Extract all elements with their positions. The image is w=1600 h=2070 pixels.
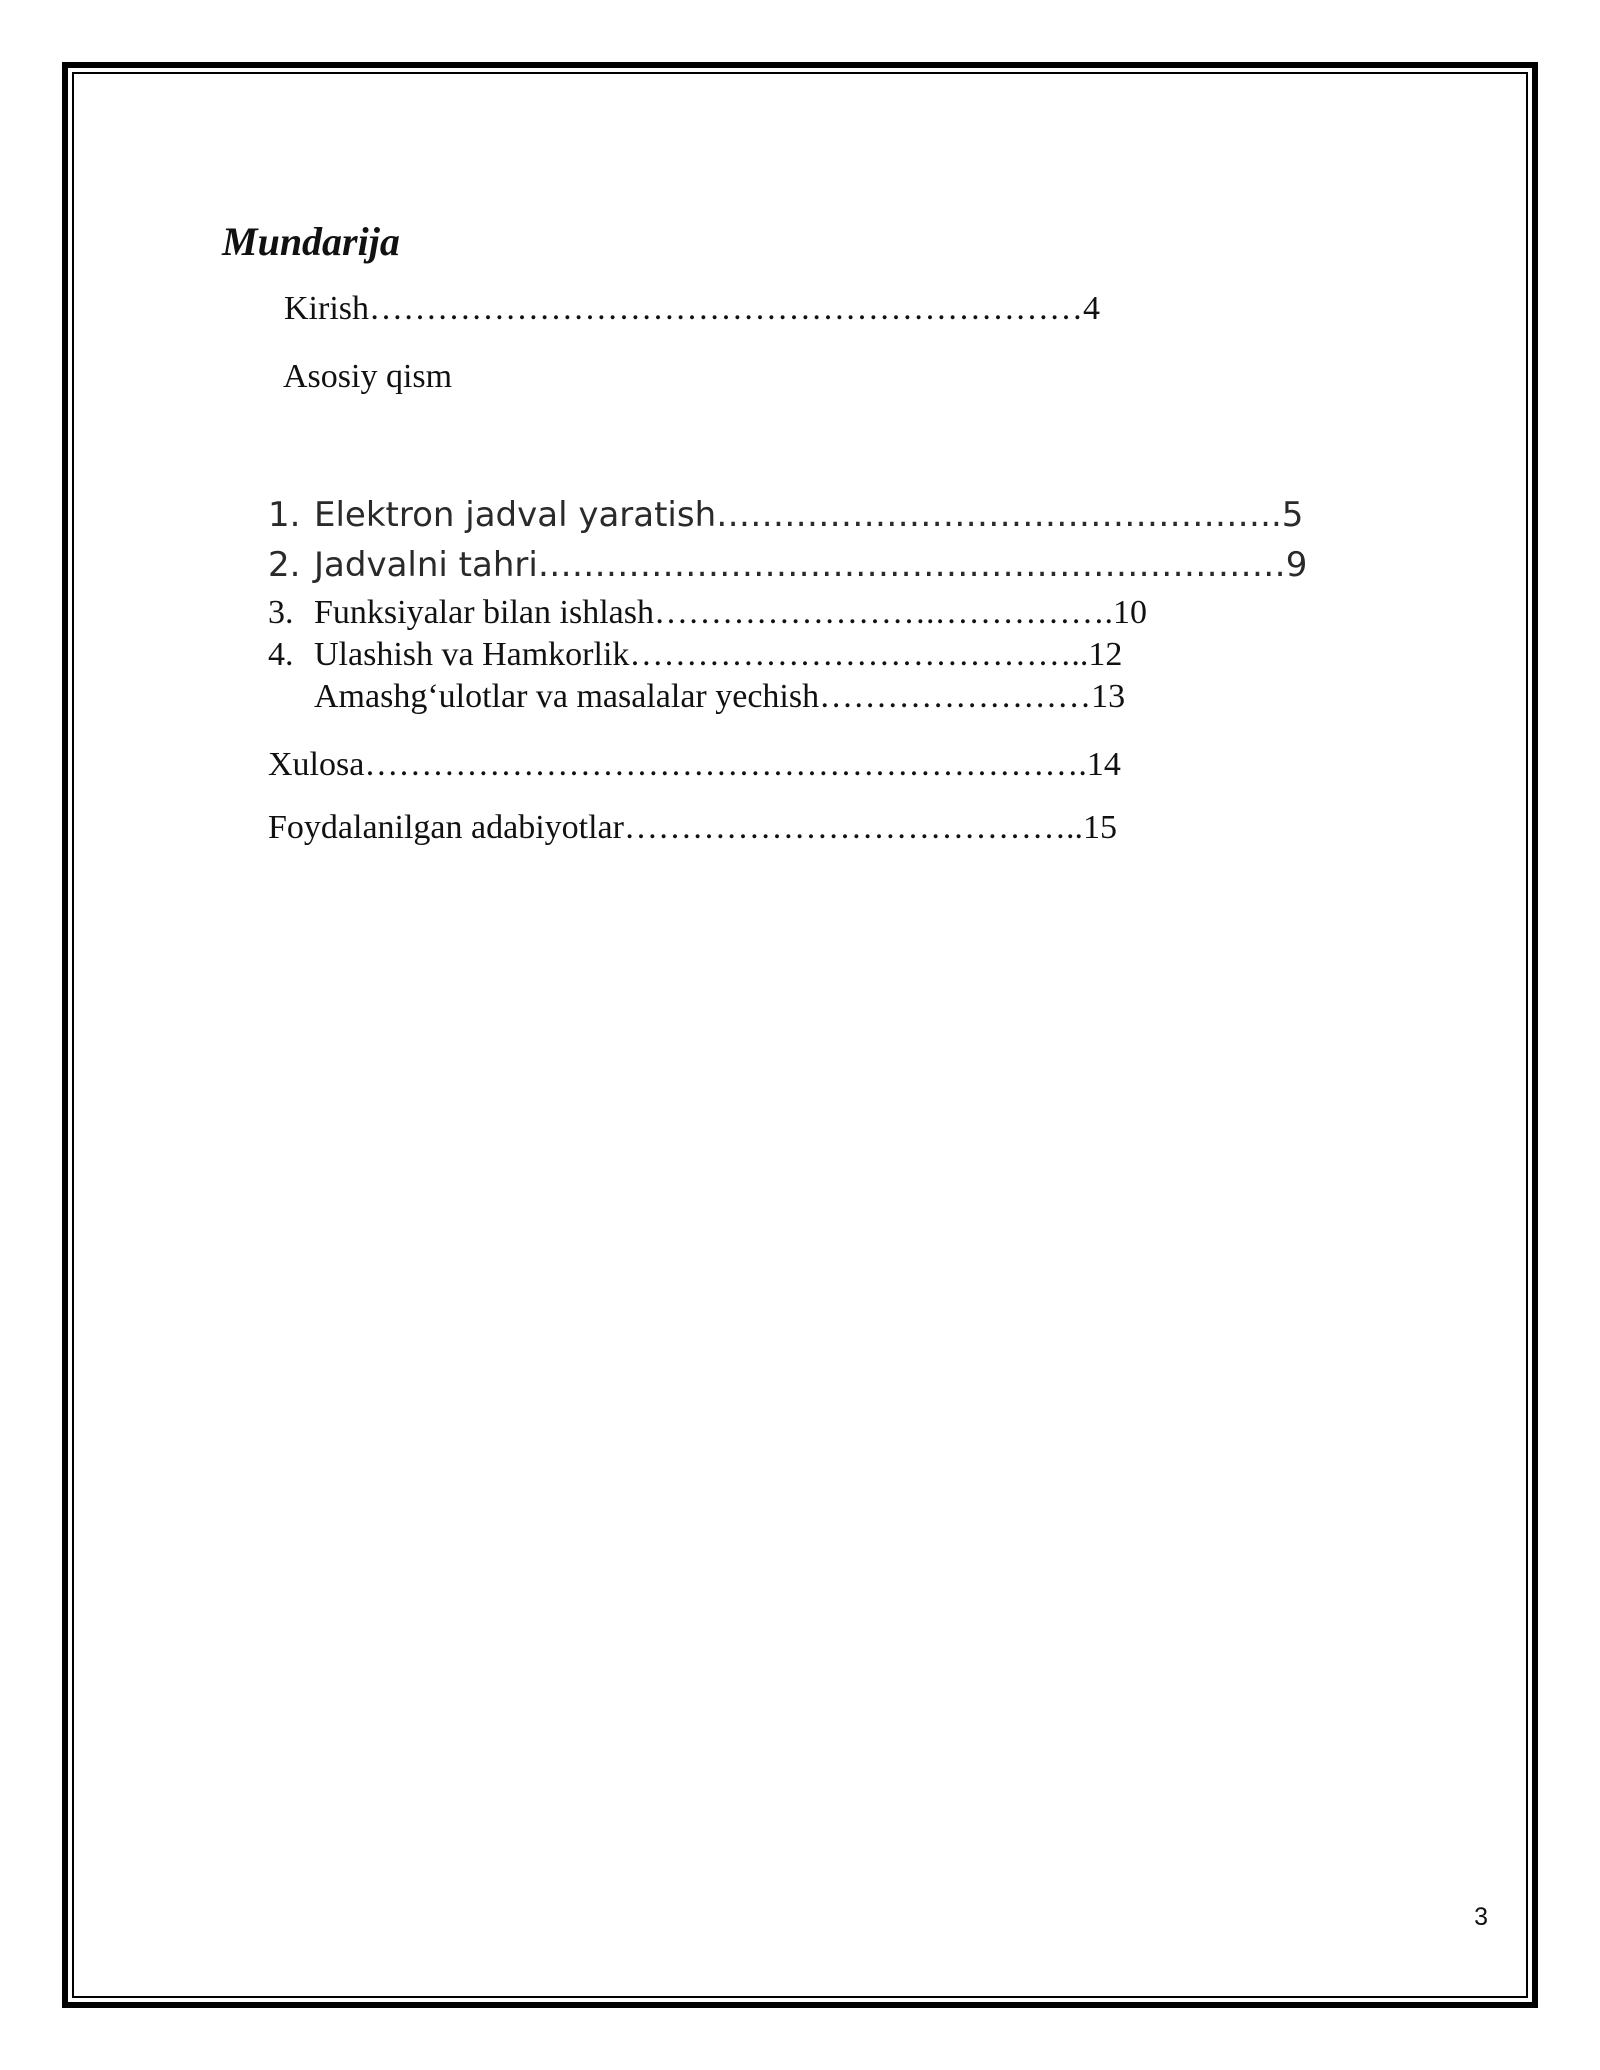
page-number: 3: [1474, 1903, 1488, 1931]
toc-entry-1: [268, 495, 1304, 535]
toc-entry-1-number: 1.: [268, 495, 301, 535]
toc-entry-4: [268, 638, 1122, 672]
toc-entry-3: [268, 596, 1147, 630]
toc-entry-4-number: 4.: [268, 636, 294, 673]
toc-heading-asosiy-qism: Asosiy qism: [283, 358, 453, 395]
toc-entry-2-text: Jadvalni tahri…………………………………………………………9: [314, 545, 1308, 585]
toc-entry-2-number: 2.: [268, 545, 301, 585]
toc-entry-kirish: Kirish………………………………………………………4: [284, 290, 1100, 327]
toc-entry-xulosa: Xulosa……………………………………………………….14: [268, 746, 1121, 783]
toc-title: Mundarija: [222, 219, 400, 264]
toc-entry-1-text: Elektron jadval yaratish…………………………………………..5: [314, 495, 1304, 535]
toc-entry-2: [268, 545, 1308, 585]
toc-entry-4-text: Ulashish va Hamkorlik…………………………………..12: [314, 636, 1123, 673]
toc-entry-3-text: Funksiyalar bilan ishlash…………………….…………….10: [314, 594, 1147, 631]
toc-entry-foydalanilgan-adabiyotlar: Foydalanilgan adabiyotlar…………………………………..15: [268, 809, 1117, 846]
toc-entry-3-number: 3.: [268, 594, 294, 631]
toc-entry-amashgulotlar: Amashg‘ulotlar va masalalar yechish……………………13: [314, 678, 1126, 715]
